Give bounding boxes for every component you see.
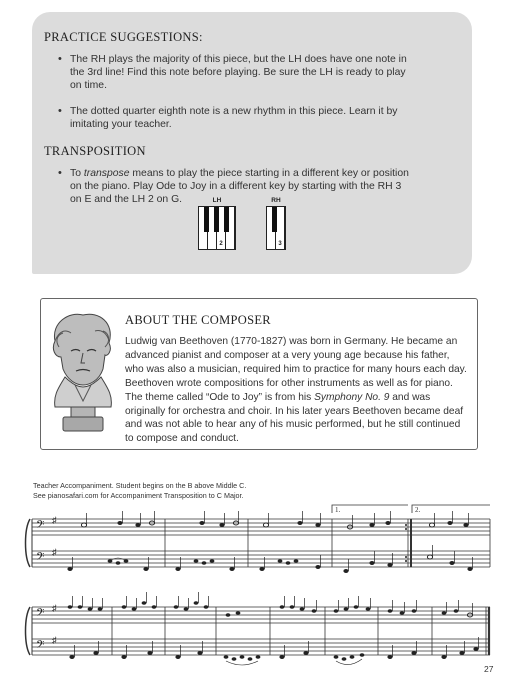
ending-1-label: 1. xyxy=(335,506,341,514)
bass-clef-icon: 𝄢 xyxy=(36,639,45,654)
lh-label: LH xyxy=(212,197,222,204)
bass-clef-icon: 𝄢 xyxy=(36,551,45,566)
practice-bullet-2: • The dotted quarter eighth note is a new rhythm in this piece. Learn it by imitating your teacher. xyxy=(44,105,414,131)
brace-icon xyxy=(26,519,31,567)
bass-clef-icon: 𝄢 xyxy=(36,607,45,622)
brace-icon xyxy=(26,607,31,655)
composer-text-a: Ludwig van Beethoven (1770-1827) was born in Germany. He became an advanced pianist and composer at a very young age because his father, who was also a musician, required him to practice for many hours each day. Beethoven wrote compositions for other instruments as well as for piano. The theme called “Ode to Joy” is from his xyxy=(125,336,467,403)
system-1-bass-staff xyxy=(32,551,490,567)
lh-keyboard-icon xyxy=(198,206,236,250)
practice-list xyxy=(44,53,456,131)
lh-keyboard-diagram xyxy=(198,197,236,250)
rh-keyboard-diagram xyxy=(266,197,286,250)
black-key xyxy=(224,207,229,232)
black-key xyxy=(272,207,277,232)
accompaniment-line-1: Teacher Accompaniment. Student begins on the B above Middle C. xyxy=(33,481,247,490)
symphony-title: Symphony No. 9 xyxy=(314,391,390,403)
composer-heading: ABOUT THE COMPOSER xyxy=(125,313,271,327)
sharp-icon: ♯ xyxy=(52,515,57,525)
keyboard-diagrams xyxy=(198,197,286,250)
system-2-bass-notes xyxy=(69,647,478,661)
ending-2-label: 2. xyxy=(415,506,421,514)
rh-finger-number: 3 xyxy=(278,241,282,247)
system-2-bass-staff xyxy=(32,639,490,655)
system-1-treble-staff xyxy=(32,519,490,535)
transposition-text-post: means to play the piece starting in a different key or position on the piano. Play Ode to Joy in a different key by starting with the RH 3 on E and the LH 2 on G. xyxy=(70,168,409,205)
sharp-icon: ♯ xyxy=(52,635,57,645)
transposition-text-pre: To xyxy=(70,168,84,179)
composer-paragraph xyxy=(125,335,467,446)
accompaniment-score xyxy=(0,497,513,687)
practice-bullet-1: • The RH plays the majority of this piece, but the LH does have one note in the 3rd line! Find this note before playing. Be sure the LH is ready to play on time. xyxy=(44,53,414,92)
volta-ending-2 xyxy=(412,505,490,514)
system-1 xyxy=(26,511,491,573)
lh-finger-number: 2 xyxy=(219,241,223,247)
volta-ending-1 xyxy=(332,505,408,514)
accompaniment-line-2: See pianosafari.com for Accompaniment Transposition to C Major. xyxy=(33,491,244,500)
beethoven-bust-icon xyxy=(49,311,117,437)
composer-text-b: and was originally for orchestra and choir. In his later years Beethoven became deaf and was not able to hear any of his music performed, but he still continued to compose and conduct. xyxy=(125,391,464,445)
about-composer-box xyxy=(40,298,478,450)
bass-clef-icon: 𝄢 xyxy=(36,519,45,534)
black-key xyxy=(214,207,219,232)
system-2 xyxy=(26,592,491,665)
white-key xyxy=(276,207,285,249)
black-key xyxy=(204,207,209,232)
rh-label: RH xyxy=(271,197,281,204)
sharp-icon: ♯ xyxy=(52,603,57,613)
sharp-icon: ♯ xyxy=(52,547,57,557)
rh-keyboard-icon xyxy=(266,206,286,250)
practice-heading: PRACTICE SUGGESTIONS: xyxy=(44,30,203,44)
transpose-term: transpose xyxy=(83,168,130,179)
transposition-heading: TRANSPOSITION xyxy=(44,144,146,158)
page-number: 27 xyxy=(484,664,494,674)
